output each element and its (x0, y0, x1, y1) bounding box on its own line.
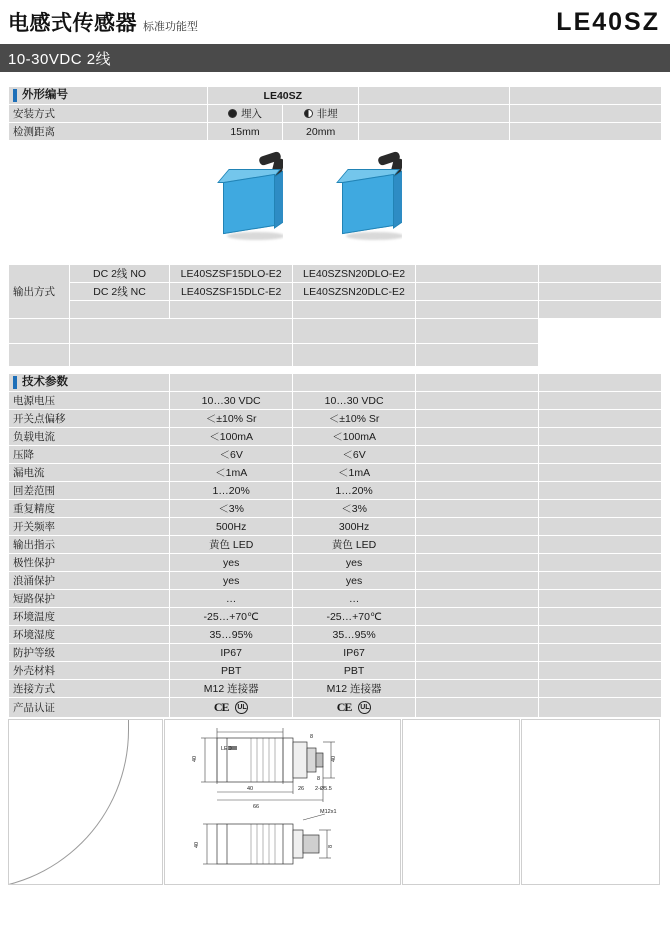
empty-cell (539, 518, 661, 535)
empty-cell (416, 554, 538, 571)
empty-cell (9, 319, 69, 343)
table-row (9, 500, 661, 517)
spec-value-2: 10…30 VDC (293, 392, 415, 409)
spec-value-2: ＜100mA (293, 428, 415, 445)
dot-filled-icon (228, 109, 237, 118)
empty-cell (539, 392, 661, 409)
empty-cell (539, 572, 661, 589)
empty-cell (539, 265, 661, 282)
empty-cell (416, 608, 538, 625)
spec-label: 外壳材料 (9, 662, 169, 679)
response-curve (8, 719, 129, 885)
empty-cell (416, 680, 538, 697)
table-row (9, 392, 661, 409)
footer-drawings (8, 719, 662, 885)
table-row (9, 344, 661, 366)
dim-40-front: 40 (194, 841, 200, 848)
part-number-2-nc: LE40SZSN20DLC-E2 (293, 283, 415, 300)
empty-cell (539, 301, 661, 318)
empty-cell (416, 446, 538, 463)
spec-label: 回差范围 (9, 482, 169, 499)
spec-value-2: ＜±10% Sr (293, 410, 415, 427)
image-label-cell (8, 142, 163, 264)
spec-label: 浪涌保护 (9, 572, 169, 589)
empty-cell (510, 123, 661, 140)
output-type-no: DC 2线 NO (70, 265, 169, 282)
spec-value-2: yes (293, 572, 415, 589)
empty-cell (416, 518, 538, 535)
empty-cell (293, 374, 415, 391)
dimension-drawing-cell (164, 719, 401, 885)
spec-value-2: 1…20% (293, 482, 415, 499)
empty-cell (359, 87, 510, 104)
empty-cell (416, 590, 538, 607)
empty-cell (416, 572, 538, 589)
table-row (9, 283, 661, 300)
empty-cell (416, 410, 538, 427)
empty-cell (539, 698, 661, 717)
dim-8-front: 8 (328, 844, 334, 848)
spec-label: 开关点偏移 (9, 410, 169, 427)
part-number-2-blank (293, 301, 415, 318)
spec-label: 电源电压 (9, 392, 169, 409)
spec-value-2: -25…+70℃ (293, 608, 415, 625)
shape-table (8, 86, 662, 141)
empty-cell (539, 590, 661, 607)
output-section (0, 264, 670, 367)
shape-section (0, 86, 670, 141)
empty-cell (416, 644, 538, 661)
empty-cell (539, 536, 661, 553)
spec-value-1: ＜100mA (170, 428, 292, 445)
part-number-1-no: LE40SZSF15DLO-E2 (170, 265, 292, 282)
spec-label: 负载电流 (9, 428, 169, 445)
dot-half-icon (304, 109, 313, 118)
empty-cell (539, 428, 661, 445)
spec-value-1: 35…95% (170, 626, 292, 643)
output-table (8, 264, 662, 367)
empty-cell (416, 536, 538, 553)
empty-cell (293, 319, 415, 343)
table-row (9, 482, 661, 499)
empty-cell (539, 446, 661, 463)
empty-cell (416, 698, 538, 717)
spec-value-1: 10…30 VDC (170, 392, 292, 409)
table-row (9, 105, 661, 122)
image-blank-cell (402, 142, 520, 264)
empty-cell (539, 374, 661, 391)
empty-cell (416, 283, 538, 300)
spec-value-1: M12 连接器 (170, 680, 292, 697)
empty-cell (416, 319, 538, 343)
spec-value-2: … (293, 590, 415, 607)
dim-8b: 8 (317, 776, 321, 782)
model-header: LE40SZ (208, 87, 358, 104)
led-label: LED (221, 746, 232, 752)
ce-mark-icon: CE (336, 700, 352, 714)
dim-40-right: 40 (331, 755, 337, 762)
spec-value-1: PBT (170, 662, 292, 679)
product-image-strip (0, 142, 670, 264)
thread-label: M12x1 (320, 809, 337, 815)
table-row (9, 301, 661, 318)
spec-label: 压降 (9, 446, 169, 463)
spec-value-2: yes (293, 554, 415, 571)
distance-value-1: 15mm (208, 123, 283, 140)
empty-cell (539, 283, 661, 300)
blank-drawing-cell-1 (402, 719, 520, 885)
spec-value-1: IP67 (170, 644, 292, 661)
dim-66: 66 (253, 804, 260, 810)
dim-8a: 8 (310, 734, 314, 740)
product-image-2 (283, 142, 401, 264)
dimension-drawing (165, 720, 400, 884)
ul-mark-icon: UL (358, 701, 371, 714)
part-number-1-nc: LE40SZSF15DLC-E2 (170, 283, 292, 300)
empty-cell (416, 626, 538, 643)
spec-value-2: M12 连接器 (293, 680, 415, 697)
table-row (9, 446, 661, 463)
page-subtitle: 标准功能型 (143, 21, 198, 33)
part-number-1-blank (170, 301, 292, 318)
dim-40-mid: 40 (247, 786, 254, 792)
cert-cell-1 (170, 698, 292, 717)
empty-cell (416, 482, 538, 499)
shape-header-label: 外形编号 (9, 87, 207, 104)
model-code: LE40SZ (556, 7, 660, 36)
empty-cell (539, 500, 661, 517)
table-row (9, 428, 661, 445)
output-type-nc: DC 2线 NC (70, 283, 169, 300)
output-type-blank (70, 301, 169, 318)
empty-cell (416, 392, 538, 409)
spec-value-1: -25…+70℃ (170, 608, 292, 625)
empty-cell (416, 301, 538, 318)
spec-label: 输出指示 (9, 536, 169, 553)
voltage-bar (0, 44, 670, 72)
spec-value-2: PBT (293, 662, 415, 679)
empty-cell (416, 662, 538, 679)
image-blank-cell (521, 142, 639, 264)
spec-value-1: ＜6V (170, 446, 292, 463)
empty-cell (170, 374, 292, 391)
table-header-row (9, 87, 661, 104)
table-row (9, 464, 661, 481)
spec-value-1: … (170, 590, 292, 607)
voltage-label: 10-30VDC 2线 (8, 50, 112, 68)
curve-diagram-cell (8, 719, 163, 885)
empty-cell (70, 319, 292, 343)
table-row (9, 536, 661, 553)
empty-cell (416, 500, 538, 517)
spec-value-1: ＜1mA (170, 464, 292, 481)
table-row (9, 644, 661, 661)
spec-header-row (9, 374, 661, 391)
empty-cell (539, 410, 661, 427)
spec-label: 重复精度 (9, 500, 169, 517)
spec-label: 环境温度 (9, 608, 169, 625)
certification-row (9, 698, 661, 717)
table-row (9, 662, 661, 679)
spec-value-1: 500Hz (170, 518, 292, 535)
mount-flush-cell: 埋入 (208, 105, 283, 122)
spec-value-1: yes (170, 572, 292, 589)
table-row (9, 319, 661, 343)
dim-40-left: 40 (192, 755, 198, 762)
spec-label: 短路保护 (9, 590, 169, 607)
spec-value-2: ＜6V (293, 446, 415, 463)
table-row (9, 590, 661, 607)
empty-cell (70, 344, 292, 366)
empty-cell (416, 344, 538, 366)
spec-value-1: yes (170, 554, 292, 571)
header-title-group (8, 7, 198, 37)
empty-cell (293, 344, 415, 366)
spec-value-2: IP67 (293, 644, 415, 661)
page-header (0, 0, 670, 44)
spec-value-2: 300Hz (293, 518, 415, 535)
mount-nonflush-cell: 非埋 (283, 105, 358, 122)
empty-cell (416, 374, 538, 391)
empty-cell (510, 87, 661, 104)
empty-cell (9, 344, 69, 366)
table-row (9, 626, 661, 643)
spec-label: 漏电流 (9, 464, 169, 481)
cert-cell-2 (293, 698, 415, 717)
spec-title-cell: 技术参数 (9, 374, 169, 391)
empty-cell (416, 265, 538, 282)
empty-cell (416, 464, 538, 481)
table-row (9, 572, 661, 589)
spacer (0, 72, 670, 86)
ce-mark-icon: CE (213, 700, 229, 714)
part-number-2-no: LE40SZSN20DLO-E2 (293, 265, 415, 282)
table-row (9, 265, 661, 282)
empty-cell (539, 554, 661, 571)
spec-value-1: 1…20% (170, 482, 292, 499)
empty-cell (539, 626, 661, 643)
output-label: 输出方式 (9, 265, 69, 318)
spec-value-2: 黄色 LED (293, 536, 415, 553)
blank-drawing-cell-2 (521, 719, 660, 885)
spec-value-2: ＜1mA (293, 464, 415, 481)
ul-mark-icon: UL (235, 701, 248, 714)
product-image-1 (164, 142, 282, 264)
table-row (9, 680, 661, 697)
distance-label: 检测距离 (9, 123, 207, 140)
table-row (9, 608, 661, 625)
spec-value-2: ＜3% (293, 500, 415, 517)
table-row (9, 518, 661, 535)
empty-cell (416, 428, 538, 445)
empty-cell (359, 123, 510, 140)
empty-cell (539, 608, 661, 625)
spec-label: 防护等级 (9, 644, 169, 661)
spec-label: 连接方式 (9, 680, 169, 697)
spec-label: 开关频率 (9, 518, 169, 535)
dim-hole: 2-Ø5.5 (315, 786, 332, 792)
spec-section (0, 373, 670, 718)
distance-value-2: 20mm (283, 123, 358, 140)
mount-label: 安装方式 (9, 105, 207, 122)
table-row (9, 554, 661, 571)
spec-value-2: 35…95% (293, 626, 415, 643)
empty-cell (539, 644, 661, 661)
table-row (9, 123, 661, 140)
spec-value-1: 黄色 LED (170, 536, 292, 553)
spec-table (8, 373, 662, 718)
empty-cell (539, 482, 661, 499)
cert-label: 产品认证 (9, 698, 169, 717)
empty-cell (539, 464, 661, 481)
dim-26: 26 (298, 786, 305, 792)
empty-cell (539, 680, 661, 697)
spec-label: 极性保护 (9, 554, 169, 571)
spec-label: 环境湿度 (9, 626, 169, 643)
table-row (9, 410, 661, 427)
empty-cell (359, 105, 510, 122)
spec-value-1: ＜±10% Sr (170, 410, 292, 427)
spec-value-1: ＜3% (170, 500, 292, 517)
empty-cell (539, 662, 661, 679)
page-title: 电感式传感器 (8, 12, 137, 35)
empty-cell (510, 105, 661, 122)
